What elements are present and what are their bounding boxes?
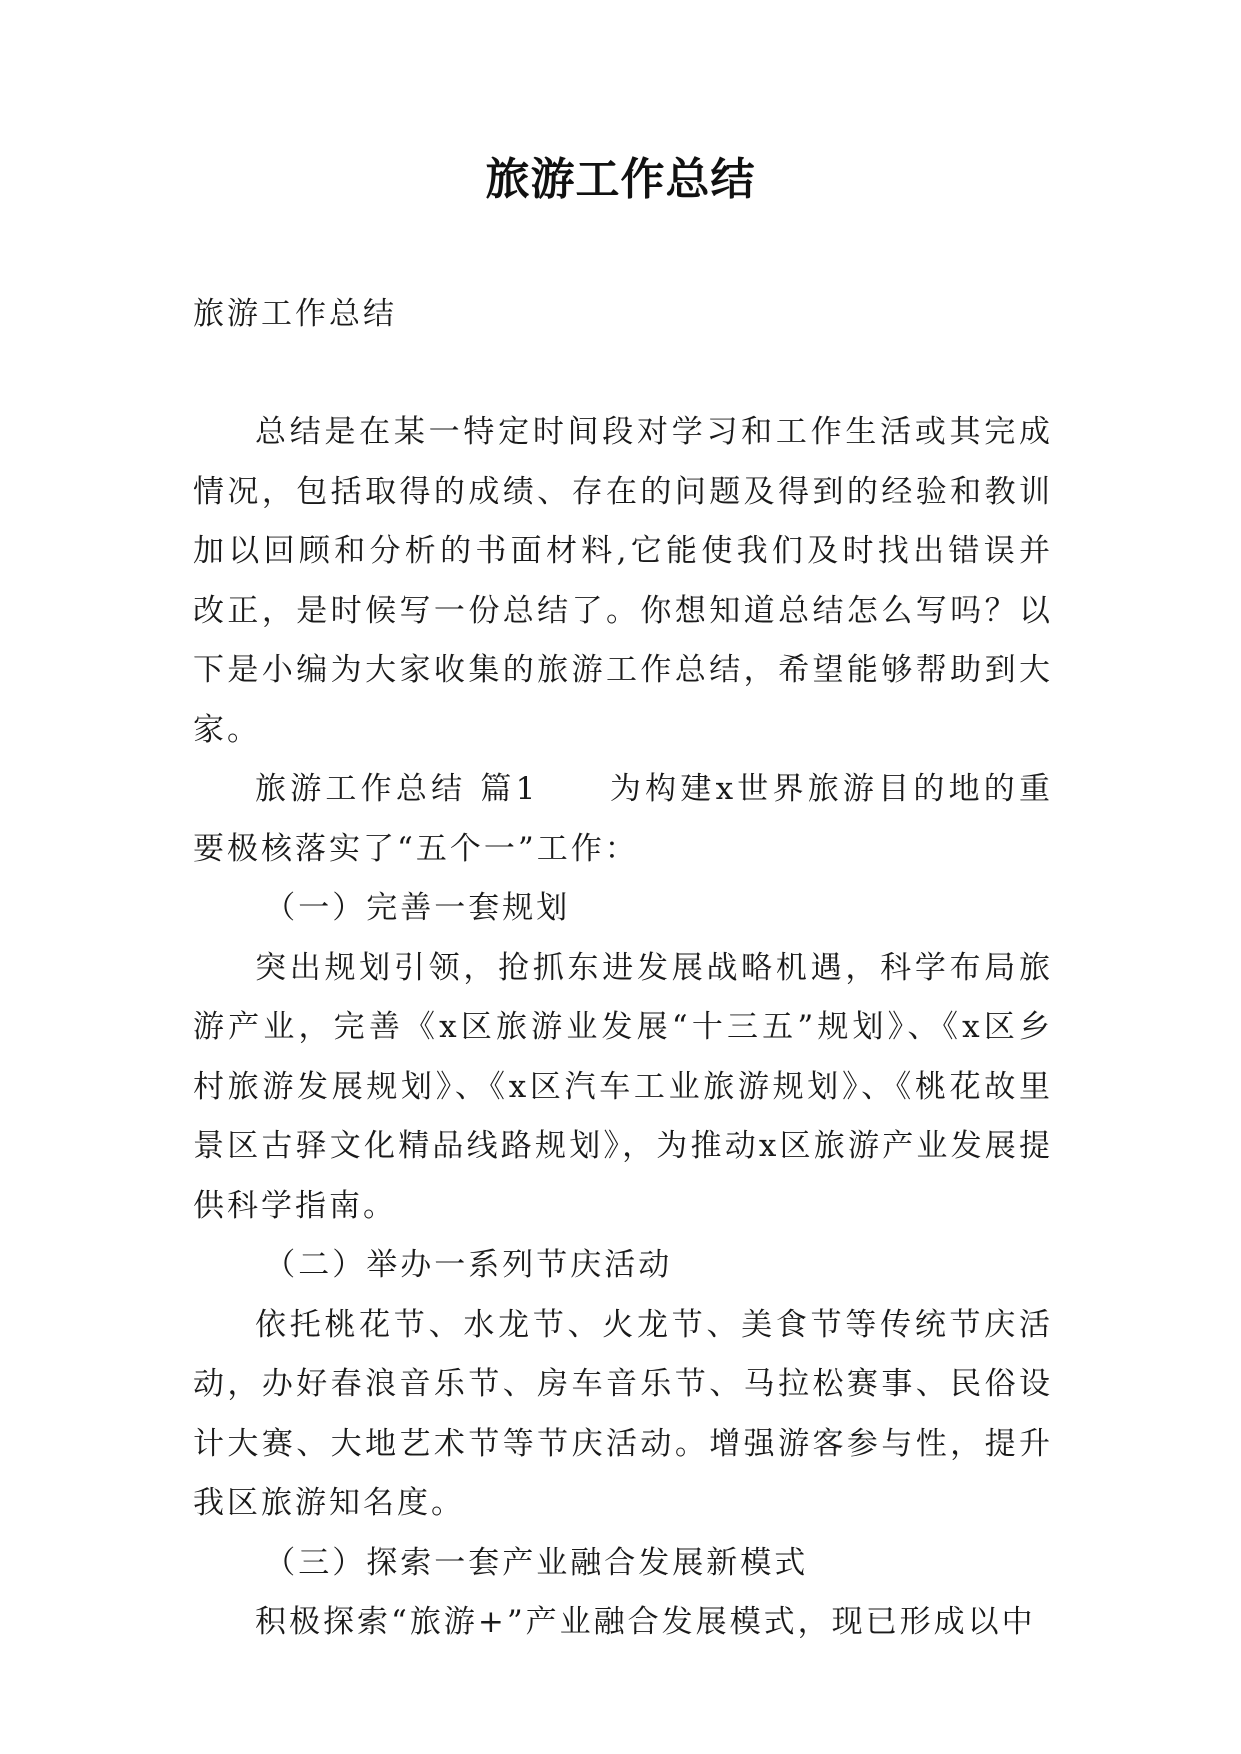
document-title: 旅游工作总结 — [485, 154, 756, 205]
section-paragraph-1: 突出规划引领，抢抓东进发展战略机遇，科学布局旅游产业，完善《x区旅游业发展“十三五”规划》、《x区乡村旅游发展规划》、《x区汽车工业旅游规划》、《桃花故里景区古驿文化精品线路规划》，为推动x区旅游产业发展提供科学指南。 — [193, 949, 1053, 1224]
section-heading-1: （一）完善一套规划 — [264, 890, 571, 926]
section-heading-2: （二）举办一系列节庆活动 — [264, 1247, 673, 1283]
section-heading-3: （三）探索一套产业融合发展新模式 — [264, 1544, 809, 1581]
intro-paragraph: 总结是在某一特定时间段对学习和工作生活或其完成情况，包括取得的成绩、存在的问题及得到的经验和教训加以回顾和分析的书面材料,它能使我们及时找出错误并改正，是时候写一份总结了。你想知道总结怎么写吗？以下是小编为大家收集的旅游工作总结，希望能够帮助到大家。 — [193, 414, 1053, 748]
document-subtitle: 旅游工作总结 — [193, 296, 397, 332]
section-paragraph-2: 依托桃花节、水龙节、火龙节、美食节等传统节庆活动，办好春浪音乐节、房车音乐节、马拉松赛事、民俗设计大赛、大地艺术节等节庆活动。增强游客参与性，提升我区旅游知名度。 — [193, 1306, 1053, 1521]
section-intro-paragraph: 旅游工作总结 篇1 为构建x世界旅游目的地的重要极核落实了“五个一”工作： — [193, 771, 1053, 867]
section-paragraph-3: 积极探索“旅游+”产业融合发展模式，现已形成以中 — [255, 1604, 1036, 1640]
document-body — [193, 403, 1053, 1653]
